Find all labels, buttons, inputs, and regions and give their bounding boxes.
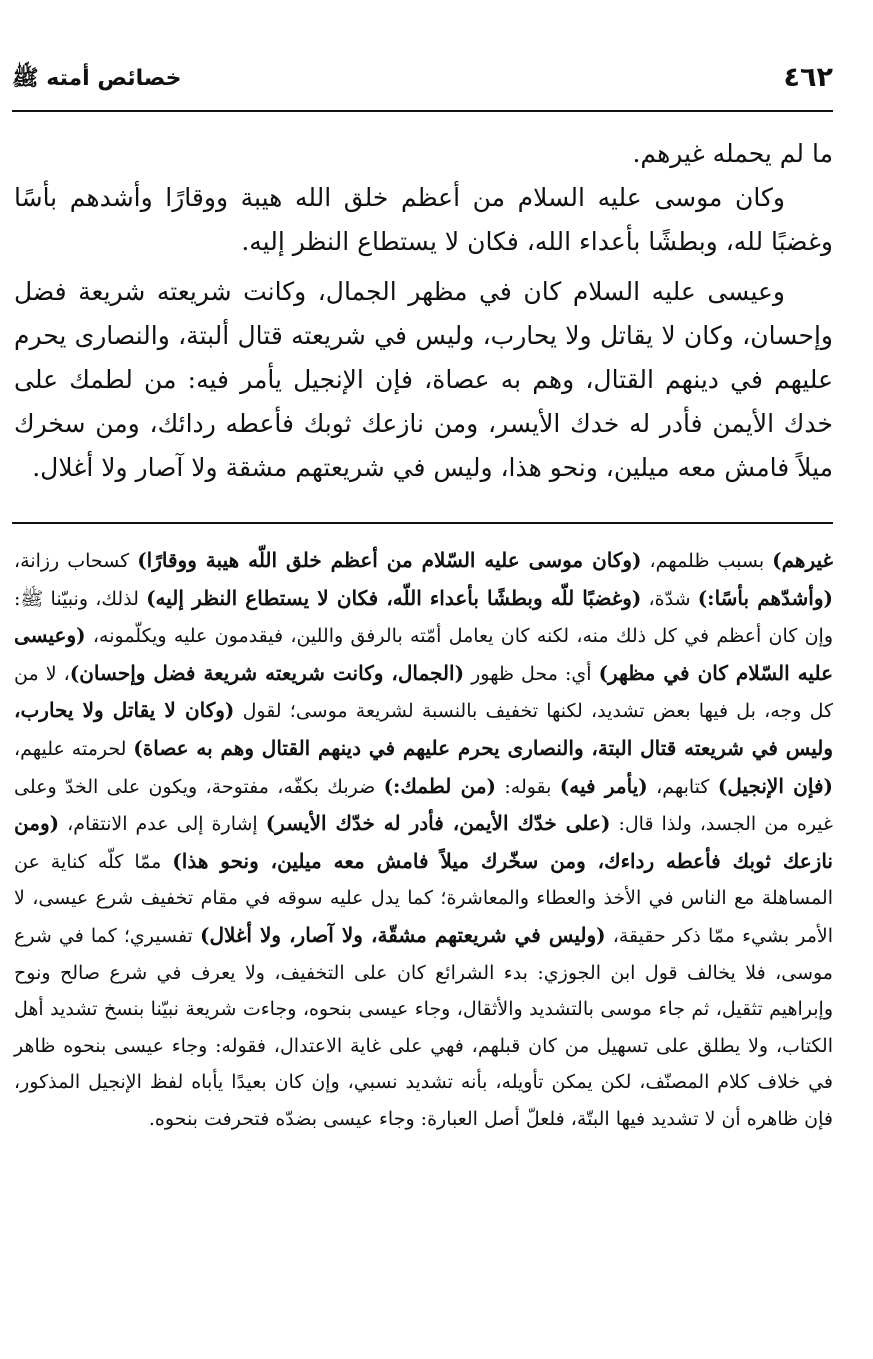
page-number: ٤٦٢ [783, 62, 833, 93]
commentary-span: ممّا كلّه كناية عن المساهلة مع الناس في الأخذ والعطاء والمعاشرة؛ كما يدل عليه سوقه في مقام تخفيف شرع عيسى، لا الأمر بشيء ممّا ذكر حقيقة، [14, 850, 833, 947]
quoted-text: (الجمال، وكانت شريعته شريعة فضل وإحسان) [69, 660, 465, 685]
running-head [12, 52, 833, 112]
commentary-span: بسبب ظلمهم، [641, 550, 773, 572]
quoted-text: (يأمر فيه) [559, 773, 648, 798]
main-text [14, 132, 833, 490]
main-paragraph-3: وعيسى عليه السلام كان في مظهر الجمال، وكانت شريعته شريعة فضل وإحسان، وكان لا يقاتل ولا يحارب، وليس في شريعته قتال ألبتة، والنصارى يحرم عليهم في دينهم القتال، وهم به عصاة، فإن الإنجيل يأمر فيه: من لطمك على خدك الأيمن فأدر له خدك الأيسر، ومن نازعك ثوبك فأعطه ردائك، ومن سخرك ميلاً فامش معه ميلين، ونحو هذا، وليس في شريعتهم مشقة ولا آصار ولا أغلال. [14, 277, 833, 482]
main-paragraph-2: وكان موسى عليه السلام من أعظم خلق الله هيبة ووقارًا وأشدهم بأسًا وغضبًا لله، وبطشًا بأعداء الله، فكان لا يستطاع النظر إليه. [14, 183, 833, 256]
main-paragraph-1: ما لم يحمله غيرهم. [632, 139, 833, 168]
footnote-separator [12, 522, 833, 524]
commentary-span: لحرمته عليهم، [14, 737, 134, 760]
commentary-span: ، لا من كل وجه، بل فيها بعض تشديد، لكنها تخفيف بالنسبة لشريعة موسى؛ لقول [14, 662, 834, 723]
commentary-span: إشارة إلى عدم الانتقام، [59, 813, 266, 836]
commentary-span: لذلك، ونبيّنا ﷺ: وإن كان أعظم في كل ذلك منه، لكنه كان يعامل أمّته بالرفق واللين، فيقدمون عليه ويكلّمونه، [14, 587, 833, 648]
quoted-text: غيرهم) [772, 548, 833, 572]
quoted-text: (وأشدّهم بأسًا:) [697, 585, 833, 610]
quoted-text: (وعيسى عليه السّلام كان في مظهر) [14, 623, 834, 685]
quoted-text: (ومن نازعك ثوبك فأعطه رداءك، ومن سخّرك ميلاً فامش معه ميلين، ونحو هذا) [14, 811, 834, 873]
commentary-span: تفسيري؛ كما في شرع موسى، فلا يخالف قول ابن الجوزي: بدء الشرائع كان على التخفيف، ولا يعرف في شرع صالح ونوح وإبراهيم تثقيل، ثم جاء موسى بالتشديد والأثقال، وجاء عيسى بنحوه، وجاءت شريعة نبيّنا بنسخ تشديد أهل الكتاب، ولا يطلق على تسهيل من كان قبلهم، فهي على غاية الاعتدال، فقوله: وجاء عيسى بنحوه ظاهر في خلاف كلام المصنّف، لكن يمكن تأويله، بأنه تشديد نسبي، وإن كان بعيدًا يأباه لفظ الإنجيل المذكور، فإن ظاهره أن لا تشديد فيها البتّة، فلعلّ أصل العبارة: وجاء عيسى بضدّه فتحرفت بنحوه. [14, 924, 833, 1130]
commentary-text [14, 542, 833, 1138]
quoted-text: (وليس في شريعتهم مشقّة، ولا آصار، ولا أغلال) [199, 922, 606, 947]
quoted-text: (على خدّك الأيمن، فأدر له خدّك الأيسر) [265, 811, 611, 836]
commentary-span: أي: محل ظهور [464, 662, 599, 685]
quoted-text: (وكان موسى عليه السّلام من أعظم خلق اللّه هيبة ووقارًا) [137, 548, 642, 572]
running-title: خصائص أمته ﷺ [12, 66, 182, 91]
commentary-span: بقوله: [496, 775, 560, 798]
quoted-text: (وغضبًا للّه وبطشًا بأعداء اللّه، فكان لا يستطاع النظر إليه) [146, 585, 642, 610]
commentary-span: شدّة، [641, 587, 698, 610]
commentary-paragraph [14, 542, 833, 1138]
commentary-span: كسحاب رزانة، [14, 550, 138, 572]
quoted-text: (وكان لا يقاتل ولا يحارب، وليس في شريعته قتال البتة، والنصارى يحرم عليهم في دينهم القتال وهم به عصاة) [14, 698, 834, 760]
commentary-span: كتابهم، [647, 775, 718, 798]
quoted-text: (فإن الإنجيل) [717, 773, 833, 798]
commentary-span: ضربك بكفّه، مفتوحة، ويكون على الخدّ وعلى غيره من الجسد، ولذا قال: [14, 775, 833, 836]
quoted-text: (من لطمك:) [383, 773, 497, 798]
